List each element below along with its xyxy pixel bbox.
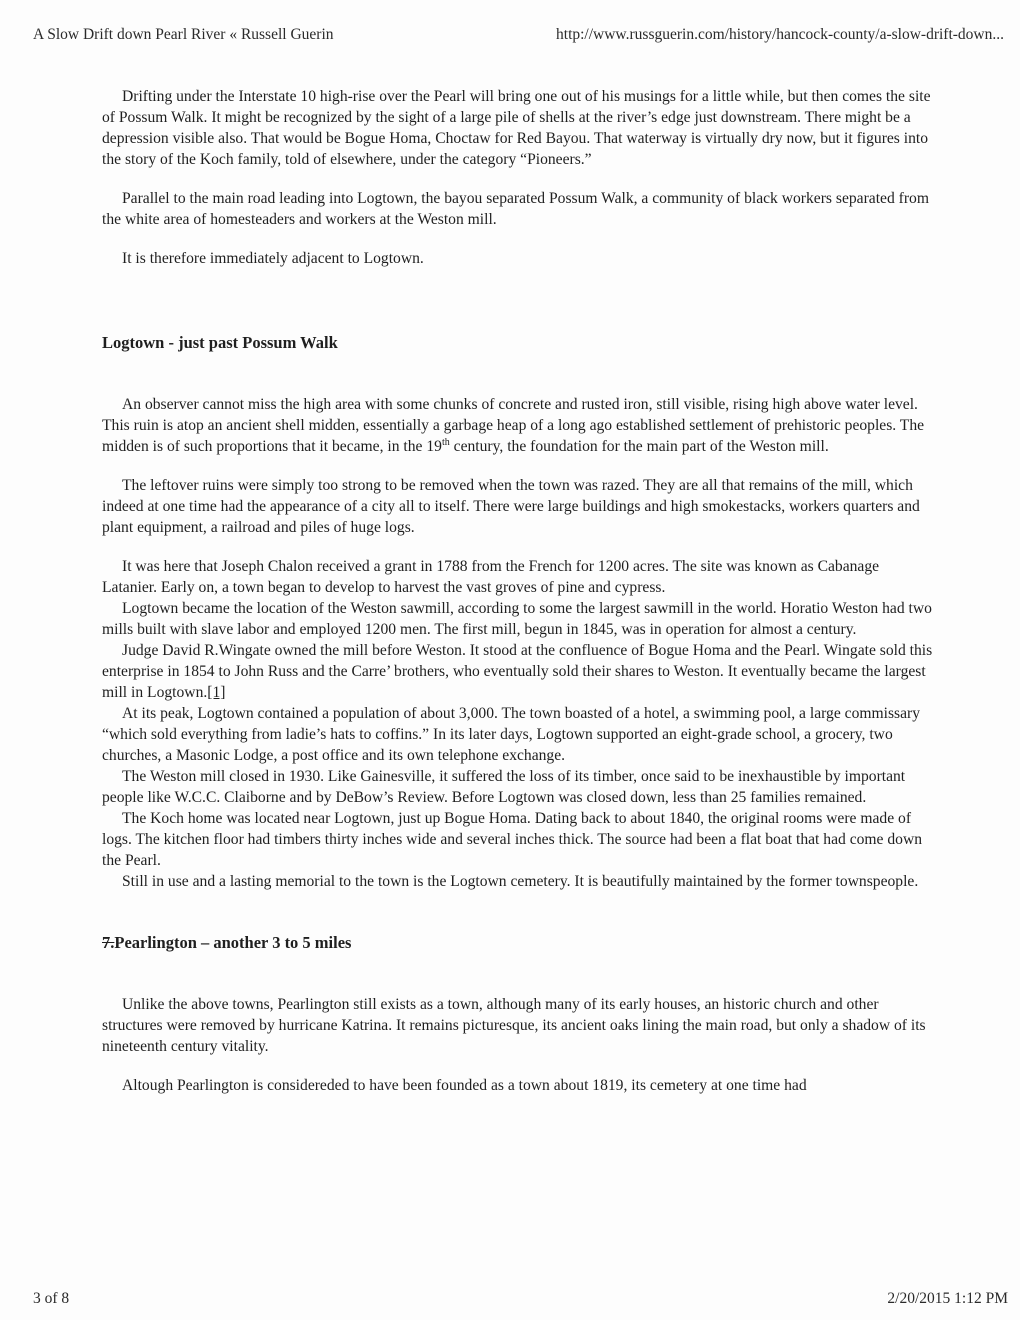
paragraph-mill-closed: The Weston mill closed in 1930. Like Gainesville, it suffered the loss of its timber, once said to be inexhaustible by important people like W.C.C. Claiborne and by DeBow’s Review. Before Logtown was closed down, less than 25 families remained. — [102, 768, 906, 806]
paragraph-drifting: Drifting under the Interstate 10 high-rise over the Pearl will bring one out of his musings for a little while, but then comes the site of Possum Walk. It might be recognized by the sight of a large pile of shells at the river’s edge just downstream. There might be a depression visible also. That would be Bogue Homa, Choctaw for Red Bayou. That waterway is virtually dry now, but it figures into the story of the Koch family, told of elsewhere, under the category “Pioneers.” — [102, 88, 931, 168]
paragraph-weston-sawmill: Logtown became the location of the Weston sawmill, according to some the largest sawmill in the world. Horatio Weston had two mills built with slave labor and employed 1200 men. The first mill, begun in 1845, was in operation for almost a century. — [102, 600, 932, 638]
heading-pearlington: 7.Pearlington – another 3 to 5 miles — [102, 933, 352, 952]
paragraph-chalon-grant: It was here that Joseph Chalon received a grant in 1788 from the French for 1200 acres. The site was known as Cabanage Latanier. Early on, a town began to develop to harvest the vast groves of pine and cypress. — [102, 558, 880, 596]
paragraph-pearlington-founded: Altough Pearlington is considereded to have been founded as a town about 1819, its cemetery at one time had — [122, 1077, 807, 1094]
page-url: http://www.russguerin.com/history/hancock-county/a-slow-drift-down... — [556, 26, 1004, 43]
paragraph-wingate: Judge David R.Wingate owned the mill before Weston. It stood at the confluence of Bogue Homa and the Pearl. Wingate sold this enterprise in 1854 to John Russ and the Carre’ brothers, who eventually sold their shares to Weston. It eventually became the largest mill in Logtown.[1] — [102, 642, 933, 701]
paragraph-leftover-ruins: The leftover ruins were simply too strong to be removed when the town was razed. They are all that remains of the mill, which indeed at one time had the appearance of a city all to itself. There were large buildings and high smokestacks, workers quarters and plant equipment, a railroad and piles of huge logs. — [102, 477, 920, 536]
print-footer — [33, 1290, 1008, 1312]
print-header — [33, 26, 1004, 48]
paragraph-pearlington-exists: Unlike the above towns, Pearlington still exists as a town, although many of its early houses, an historic church and other structures were removed by hurricane Katrina. It remains picturesque, its ancient oaks lining the main road, but only a shadow of its nineteenth century vitality. — [102, 996, 926, 1055]
page-title: A Slow Drift down Pearl River « Russell Guerin — [33, 26, 334, 43]
paragraph-koch-home: The Koch home was located near Logtown, just up Bogue Homa. Dating back to about 1840, the original rooms were made of logs. The kitchen floor had timbers thirty inches wide and several inches thick. The source had been a flat boat that had come down the Pearl. — [102, 810, 923, 869]
paragraph-observer: An observer cannot miss the high area with some chunks of concrete and rusted iron, still visible, rising high above water level. This ruin is atop an ancient shell midden, essentially a garbage heap of a long ago established settlement of prehistoric peoples. The midden is of such proportions that it became, in the 19th century, the foundation for the main part of the Weston mill. — [102, 396, 925, 455]
footnote-link-1[interactable]: [1] — [207, 684, 226, 701]
article-body — [102, 86, 934, 1096]
print-datetime: 2/20/2015 1:12 PM — [887, 1290, 1008, 1307]
page-number: 3 of 8 — [33, 1290, 70, 1307]
struck-number: 7. — [102, 933, 115, 952]
heading-logtown: Logtown - just past Possum Walk — [102, 333, 338, 352]
paragraph-population: At its peak, Logtown contained a population of about 3,000. The town boasted of a hotel, a swimming pool, a large commissary “which sold everything from ladie’s hats to coffins.” In its later days, Logtown supported an eight-grade school, a grocery, two churches, a Masonic Lodge, a post office and its own telephone exchange. — [102, 705, 921, 764]
paragraph-adjacent: It is therefore immediately adjacent to Logtown. — [122, 250, 424, 267]
paragraph-parallel: Parallel to the main road leading into Logtown, the bayou separated Possum Walk, a community of black workers separated from the white area of homesteaders and workers at the Weston mill. — [102, 190, 929, 228]
paragraph-cemetery: Still in use and a lasting memorial to the town is the Logtown cemetery. It is beautifully maintained by the former townspeople. — [122, 873, 919, 890]
superscript-th: th — [441, 436, 450, 448]
